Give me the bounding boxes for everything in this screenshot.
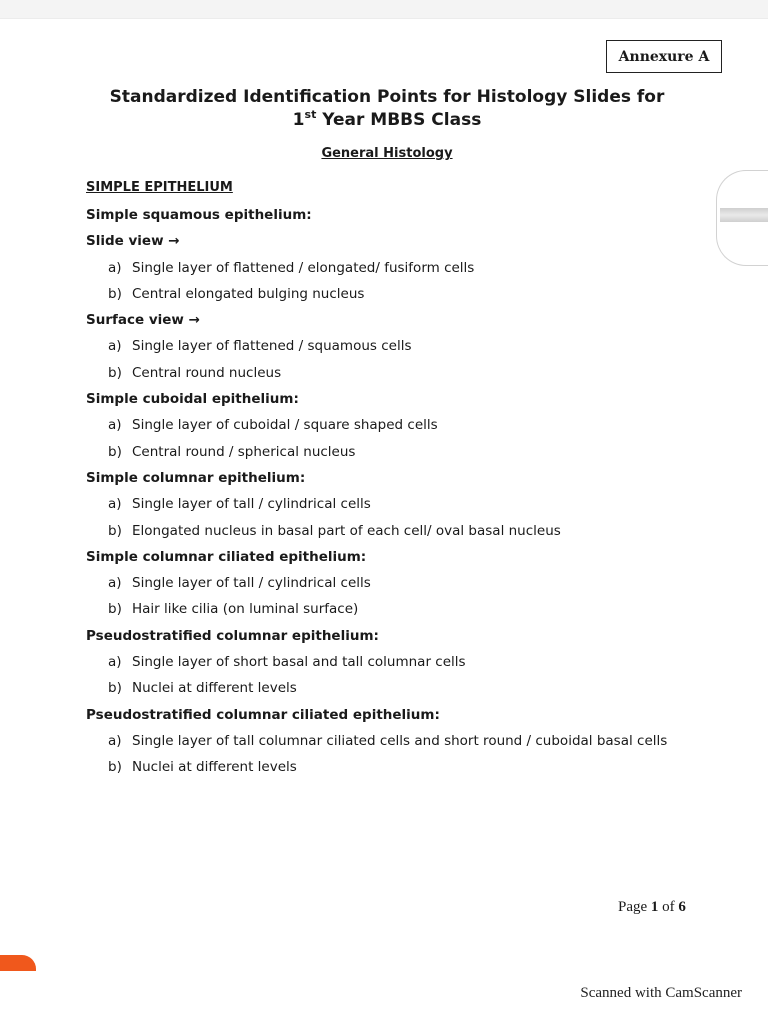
list-marker: a) — [108, 259, 122, 276]
list-marker: a) — [108, 496, 122, 513]
list-item — [86, 255, 726, 281]
list-item-text: Central elongated bulging nucleus — [132, 285, 365, 302]
camscanner-watermark: Scanned with CamScanner — [580, 985, 742, 1001]
list-marker: b) — [108, 364, 122, 381]
page-number — [618, 899, 686, 916]
list-item — [86, 754, 726, 780]
document-body — [86, 202, 726, 781]
section-heading: SIMPLE EPITHELIUM — [86, 180, 233, 195]
scroll-handle-grip-icon[interactable] — [720, 208, 768, 222]
list-item — [86, 596, 726, 622]
list-item-text: Central round nucleus — [132, 364, 282, 381]
list-marker: b) — [108, 759, 122, 776]
list-item-text: Single layer of cuboidal / square shaped cells — [132, 417, 438, 434]
list-item-text: Nuclei at different levels — [132, 680, 297, 697]
list-marker: b) — [108, 443, 122, 460]
list-item — [86, 360, 726, 386]
list-item-text: Central round / spherical nucleus — [132, 443, 356, 460]
list-item — [86, 570, 726, 596]
title-line-1: Standardized Identification Points for Histology Slides for — [109, 87, 665, 107]
list-item — [86, 412, 726, 438]
list-marker: a) — [108, 417, 122, 434]
subheading: Simple columnar ciliated epithelium: — [86, 548, 367, 565]
subheading: Pseudostratified columnar epithelium: — [86, 627, 379, 644]
list-item-text: Elongated nucleus in basal part of each cell/ oval basal nucleus — [132, 522, 561, 539]
list-marker: a) — [108, 732, 122, 749]
page-prefix: Page — [618, 899, 651, 915]
list-item-text: Single layer of flattened / squamous cells — [132, 338, 412, 355]
list-item — [86, 728, 726, 754]
page-total: 6 — [678, 899, 686, 915]
list-item — [86, 518, 726, 544]
list-item — [86, 491, 726, 517]
subheading: Simple cuboidal epithelium: — [86, 391, 299, 408]
orange-side-tab[interactable] — [0, 955, 36, 971]
list-item — [86, 333, 726, 359]
subheading: Surface view → — [86, 312, 200, 329]
list-marker: a) — [108, 338, 122, 355]
document-title — [60, 86, 714, 132]
list-marker: a) — [108, 654, 122, 671]
document-subtitle: General Histology — [321, 146, 453, 161]
list-item-text: Single layer of tall / cylindrical cells — [132, 496, 371, 513]
list-item-text: Hair like cilia (on luminal surface) — [132, 601, 359, 618]
list-item-text: Single layer of tall / cylindrical cells — [132, 575, 371, 592]
list-item-text: Nuclei at different levels — [132, 759, 297, 776]
viewer-top-bar — [0, 0, 768, 19]
title-line-2-text: Year MBBS Class — [316, 110, 482, 130]
annexure-label: Annexure A — [606, 40, 722, 73]
list-item — [86, 281, 726, 307]
subheading: Pseudostratified columnar ciliated epithelium: — [86, 706, 440, 723]
title-ordinal: 1 — [292, 110, 305, 130]
list-marker: b) — [108, 601, 122, 618]
subheading: Slide view → — [86, 233, 180, 250]
title-ordinal-suffix: st — [304, 108, 317, 121]
list-marker: a) — [108, 575, 122, 592]
subheading: Simple squamous epithelium: — [86, 207, 312, 223]
title-line-2 — [60, 109, 714, 132]
list-marker: b) — [108, 680, 122, 697]
list-item — [86, 675, 726, 701]
list-item — [86, 649, 726, 675]
list-item-text: Single layer of short basal and tall columnar cells — [132, 654, 466, 671]
page-of: of — [658, 899, 679, 915]
list-item — [86, 439, 726, 465]
list-marker: b) — [108, 522, 122, 539]
page-current: 1 — [650, 899, 659, 915]
list-item-text: Single layer of tall columnar ciliated cells and short round / cuboidal basal cells — [132, 732, 668, 749]
list-item-text: Single layer of flattened / elongated/ fusiform cells — [132, 259, 475, 276]
list-marker: b) — [108, 285, 122, 302]
subheading: Simple columnar epithelium: — [86, 469, 306, 486]
